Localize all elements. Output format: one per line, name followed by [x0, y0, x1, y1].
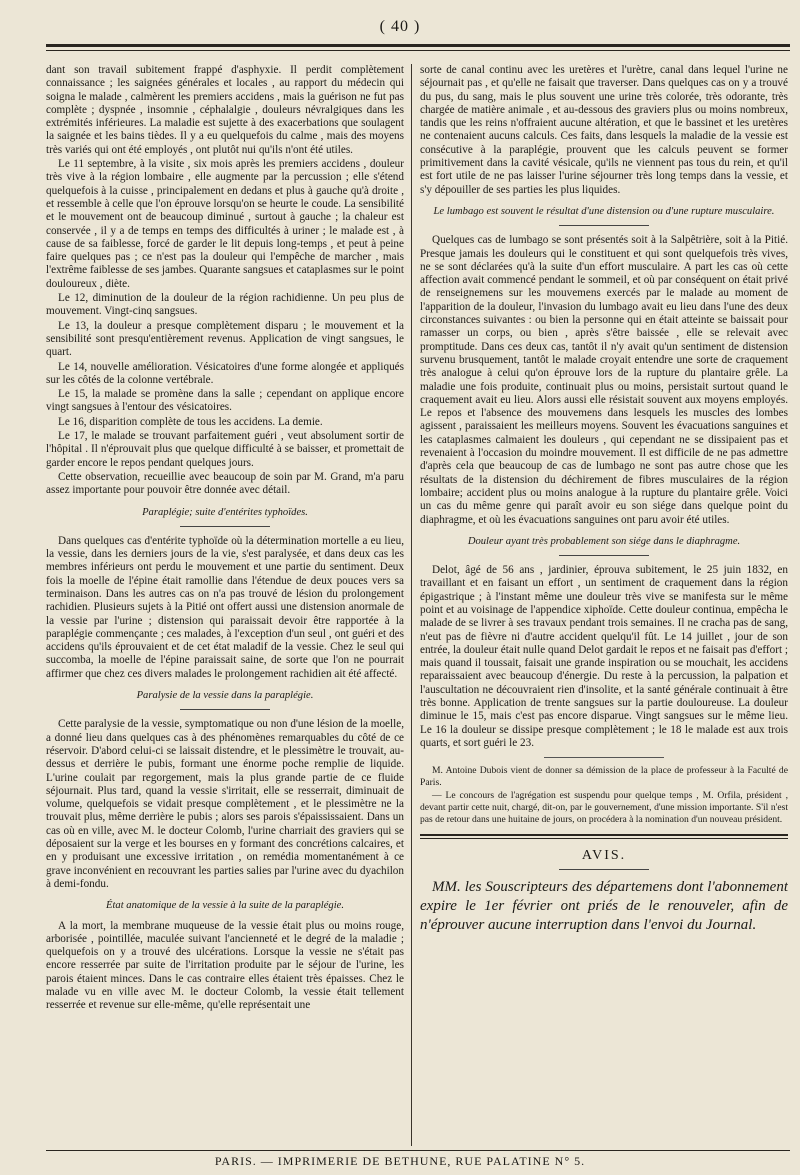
section-title-etat-anatomique: État anatomique de la vessie à la suite de la paraplégie.: [105, 900, 345, 912]
section-rule: [180, 709, 270, 710]
right-column: [420, 64, 788, 1146]
notice-separator: [544, 757, 664, 758]
column-divider: [411, 64, 412, 1146]
case-paragraph-17: Le 17, le malade se trouvant parfaitement guéri , veut absolument sortir de l'hôpital . Il n'éprouvait plus que quelque difficulté à se baisser, et promettait de garder encore le repos pendant quelques jours.: [46, 430, 404, 469]
notice-concours: — Le concours de l'agrégation est suspendu pour quelque temps , M. Orfila, président , devant partir cette nuit, chargé, dit-on, par le gouvernement, d'une mission importante. S'il n'est pas de retour dans une huitaine de jours, on procédera à la nomination d'un nouveau président.: [420, 790, 788, 826]
section-title-paraplegie: Paraplégie; suite d'entérites typhoïdes.: [142, 506, 308, 518]
section-text-lumbago: Quelques cas de lumbago se sont présentés soit à la Salpêtrière, soit à la Pitié. Presque jamais les douleurs qui le constituent et qui sont quelquefois très vives, ne se sont déclarées qu'à la suite d'un effort musculaire. A part les cas où cette affection avait commencé pendant le sommeil, et où par conséquent on était privé de renseignemens sur les mouvemens exercés par le malade au moment de l'apparition de la douleur, l'invasion du lumbago avait eu lieu dans l'une des deux circonstances suivantes : ou bien la personne qui en était atteinte se baissait pour ramasser un corps, ou bien , après s'être baissée , elle se relevait avec promptitude. Dans ces deux cas, tantôt il n'y avait qu'un sentiment de distension survenu brusquement, tantôt le malade croyait entendre une sorte de craquement très analogue à celui qu'on éprouve lors de la rupture du plantaire grêle. La maladie une fois produite, continuait plus ou moins, persistait surtout quand le craquement avait eu lieu. Alors aussi elle résistait souvent aux moyens employés. Le repos et l'absence des mouvemens dans lesquels les muscles des lombes agissent , paraissaient les meilleurs moyens. Souvent les évacuations sanguines et les cataplasmes calmaient les douleurs , qui cependant ne se dissipaient pas et revenaient à l'occasion du moindre mouvement. Il est difficile de ne pas admettre d'après cela que beaucoup de cas de lumbago ne sont pas autre chose que les résultats de la distension du déchirement de fibres musculaires de la région lombaire; accident plus ou moins analogue à la rupture du plantaire grêle. Voici un cas du même genre qui paraît avoir eu son siége dans quelque point du diaphragme, et où les évacuations sanguines ont paru avoir été utiles.: [420, 234, 788, 526]
right-opening-paragraph: sorte de canal continu avec les uretères et l'urètre, canal dans lequel l'urine ne séjournait pas , et qu'elle ne faisait que traverser. Dans quelques cas on y a trouvé du pus, du sang, mais le plus souvent une urine très colorée, très odorante, très chargée de matière animale , et au-dessous des graviers plus ou moins nombreux, tandis que les reins n'offraient aucune altération, et que le bassinet et les uretères ne contenaient aucuns calculs. Ces faits, dans lesquels la maladie de la vessie est consécutive à la paraplégie, prouvent que les calculs peuvent se former primitivement dans la cavité vésicale, qu'ils ne viennent pas tous du rein, et qu'il est fort utile de ne pas laisser l'urine séjourner très long temps dans la vessie, et s'y dépouiller de ses parties les plus liquides.: [420, 64, 788, 196]
case-paragraph-16: Le 16, disparition complète de tous les accidens. La demie.: [58, 415, 323, 428]
footer-rule: [46, 1150, 790, 1151]
header-rule: [46, 44, 790, 51]
left-opening-paragraph: dant son travail subitement frappé d'asphyxie. Il perdit complètement connaissance ; les saignées générales et locales , au rapport du médecin qui soigna le malade , calmèrent les premiers accidens , mais la guérison ne fut pas complète ; dyspnée , insomnie , céphalalgie , douleurs névralgiques dans les extrémités inférieures. La maladie est sujette à des exacerbations que soulagent la saignée et les bains tièdes. Il y a eu quelquefois du calme , mais des moyens très variés qui ont été employés , ont plutôt nui qu'ils n'ont été utiles.: [46, 64, 404, 156]
section-title-paralysie-vessie: Paralysie de la vessie dans la paraplégie.: [136, 690, 314, 702]
section-title-diaphragme: Douleur ayant très probablement son siége dans le diaphragme.: [467, 535, 741, 547]
section-rule: [180, 526, 270, 527]
avis-rule: [420, 834, 788, 839]
case-paragraph-12: Le 12, diminution de la douleur de la région rachidienne. Un peu plus de mouvement. Vingt-cinq sangsues.: [46, 292, 404, 318]
case-paragraph-15: Le 15, la malade se promène dans la salle ; cependant on applique encore vingt sangsues à l'entour des vésicatoires.: [46, 388, 404, 414]
case-paragraph-13: Le 13, la douleur a presque complètement disparu ; le mouvement et la sensibilité sont presqu'entièrement revenus. Application de vingt sangsues, le quart.: [46, 319, 404, 359]
notice-dubois: M. Antoine Dubois vient de donner sa démission de la place de professeur à la Faculté de Paris.: [420, 765, 788, 789]
avis-title: AVIS.: [581, 848, 627, 864]
section-rule: [559, 555, 649, 556]
printer-imprint: PARIS. — IMPRIMERIE DE BETHUNE, RUE PALATINE N° 5.: [214, 1154, 586, 1168]
section-rule: [559, 225, 649, 226]
case-paragraph-14: Le 14, nouvelle amélioration. Vésicatoires d'une forme alongée et appliqués sur les côtés de la colonne vertébrale.: [46, 360, 404, 386]
section-text-diaphragme: Delot, âgé de 56 ans , jardinier, éprouva subitement, le 25 juin 1832, en travaillant et en faisant un effort , un sentiment de craquement dans la région épigastrique ; à l'instant même une douleur très vive se manifesta sur le même point et au voisinage de l'appendice xiphoïde. Cette douleur continua, empêcha le malade de se livrer à ses travaux pendant trois semaines. Il ne cracha pas de sang, n'eut pas de fièvre ni d'autre accident quelqu'il fût. Le 14 juillet , jour de son entrée, la douleur était nulle quand Delot gardait le repos et ne faisait pas d'effort ; mais quand il toussait, faisait une grande inspiration ou se mouchait, les accidens reparaissaient avec beaucoup d'énergie. Du reste à la percussion, la palpation et l'auscultation ne découvraient rien d'insolite, et la santé générale continuait à être très bonne. Application de trente sangsues sur la partie douloureuse. La douleur diminue le 15, mais c'est pas encore disparue. Vingt sangsues sur le même lieu. Le 16 la douleur se dissipe presque complètement ; le 18 le malade est aux trois quarts, et sort guéri le 23.: [420, 564, 788, 749]
case-paragraph-sept-11: Le 11 septembre, à la visite , six mois après les premiers accidens , douleur très vive à la région lombaire , elle augmente par la percussion ; elle s'étend quelquefois à la cuisse , principalement en dedans et plus à gauche qu'à droite , et ressemble à celle que l'on éprouve lorsqu'on se heurte le coude. La sensibilité et le mouvement ont de beaucoup diminué , surtout à gauche ; la chaleur est conservée , il y a de temps en temps des difficultés à uriner ; le malade est , à cause de sa faiblesse, forcé de garder le lit depuis long-temps , et peut à peine faire quelques pas ; ce n'est pas la douleur qui l'empêche de marcher , mais l'extrême faiblesse de ses jambes. Quarante sangsues et cataplasmes sur le point douloureux , diète.: [46, 158, 404, 290]
left-column: [46, 64, 404, 1146]
section-text-paraplegie: Dans quelques cas d'entérite typhoïde où la détermination mortelle a eu lieu, la vessie, dans les derniers jours de la vie, s'est paralysée, et dans deux cas les membres inférieurs ont perdu le mouvement et une partie du sentiment. Deux fois la moelle de l'épine était ramollie dans l'étendue de deux pouces vers sa terminaison. Dans les autres cas on n'a pas trouvé de lésion du prolongement rachidien. Plusieurs sujets à la Pitié ont offert aussi une distension anormale de la vessie par l'urine ; distension qui paraissait devoir être rapportée à la paraplégie commençante ; ces malades, à l'exception d'un seul , ont guéri et des accidens qu'ils éprouvaient et de cet état maladif de la vessie. Chez le seul qui succomba, la moelle de l'épine paraissait saine, de sorte que l'on ne pourrait affirmer que chez ces divers malades le prolongement rachidien ait été affecté.: [46, 534, 404, 680]
case-paragraph-observation: Cette observation, recueillie avec beaucoup de soin par M. Grand, m'a paru assez importante pour pouvoir être donnée avec détail.: [46, 470, 404, 497]
avis-title-rule: [559, 869, 649, 870]
page-number: ( 40 ): [379, 18, 421, 35]
avis-body: MM. les Souscripteurs des départemens dont l'abonnement expire le 1er février ont priés de le renouveler, afin de n'éprouver aucune interruption dans l'envoi du Journal.: [420, 878, 788, 933]
section-title-lumbago: Le lumbago est souvent le résultat d'une distension ou d'une rupture musculaire.: [433, 205, 775, 217]
section-text-etat-anatomique: A la mort, la membrane muqueuse de la vessie était plus ou moins rouge, arborisée , pointillée, maculée suivant l'ancienneté et le degré de la maladie ; quelquefois on y a trouvé des ulcérations. Lorsque la vessie ne s'était pas encore resserrée par suite de l'irritation produite par le séjour de l'urine, les parois étaient minces. Dans le cas contraire elles étaient très épaisses. Chez le malade vu en ville avec M. le docteur Colomb, la vessie était tellement resserrée et revenue sur elle-même, qu'elle représentait une: [46, 919, 404, 1012]
section-text-paralysie-vessie: Cette paralysie de la vessie, symptomatique ou non d'une lésion de la moelle, a donné lieu dans quelques cas à des phénomènes remarquables du côté de ce réservoir. D'abord celui-ci se laissait distendre, et le plessimètre le trouvait, au-dessus et derrière le pubis, formant une énorme poche remplie de liquide. L'urine coulait par regorgement, mais la plus grande partie de ce fluide séjournait. Plus tard, quand la vessie s'irritait, elle se resserrait, diminuait de volume, quelquefois se vidait presque complètement , et le plessimètre ne la trouvait plus, même derrière le pubis ; alors ses parois s'épaississaient. Dans un cas où en ville, avec M. le docteur Colomb, l'urine charriait des graviers qui se déposaient sur la verge et les bourses en y formant des concrétions calcaires, et en y produisant une excessive irritation , on remédia momentanément à ce grave inconvénient en recouvrant les parties salies par l'urine avec du dyachilon à demi-fondu.: [46, 718, 404, 890]
